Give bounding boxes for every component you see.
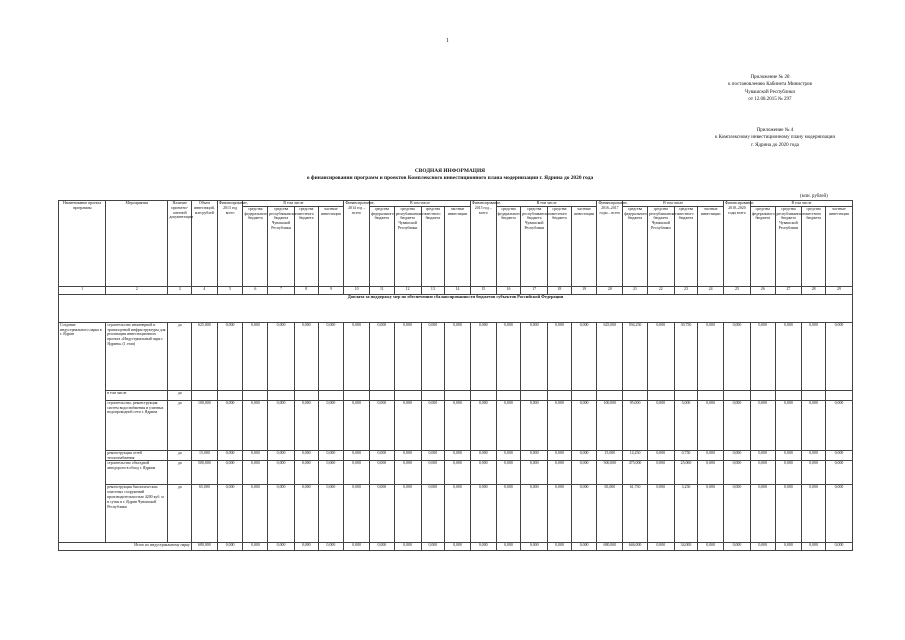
value-cell: 0,000 <box>802 322 826 390</box>
column-number: 9 <box>318 286 344 294</box>
value-cell: 0,000 <box>825 450 852 461</box>
value-cell <box>750 390 775 400</box>
value-cell: 0,000 <box>775 461 802 485</box>
header-sub-fed: средства федерального бюджета <box>243 206 268 286</box>
column-number: 3 <box>168 286 192 294</box>
value-cell: 0,000 <box>647 485 674 543</box>
value-cell: 0,000 <box>243 461 268 485</box>
total-value-cell: 0,000 <box>370 543 395 551</box>
value-cell <box>825 390 852 400</box>
total-value-cell: 0,000 <box>294 543 318 551</box>
value-cell <box>243 390 268 400</box>
activity-cell: реконструкция сетей теплоснабжения <box>106 450 168 461</box>
value-cell: 0,000 <box>445 450 471 461</box>
value-cell: 0,000 <box>268 461 295 485</box>
appendix-line: от 12.08.2015 № 297 <box>748 97 792 103</box>
value-cell: 0,000 <box>318 450 344 461</box>
column-number: 18 <box>548 286 572 294</box>
value-cell <box>647 390 674 400</box>
table-row <box>59 400 853 450</box>
column-number: 11 <box>370 286 395 294</box>
appendix-line: г. Ядрина до 2020 года <box>751 142 799 148</box>
header-sub-fed: средства федерального бюджета <box>496 206 521 286</box>
value-cell: 0,000 <box>521 450 548 461</box>
header-2013-total: Финансирование, 2013 год всего <box>217 201 243 287</box>
value-cell: 0,000 <box>775 450 802 461</box>
value-cell: 0,000 <box>647 400 674 450</box>
value-cell: 0,000 <box>548 400 572 450</box>
appendix-note-1 <box>690 74 850 104</box>
total-value-cell: 0,000 <box>775 543 802 551</box>
value-cell: 0,000 <box>421 400 445 450</box>
total-value-cell: 0,000 <box>825 543 852 551</box>
value-cell: 0,000 <box>344 461 370 485</box>
total-value-cell: 0,000 <box>445 543 471 551</box>
value-cell: 0,000 <box>724 400 751 450</box>
value-cell: 0,000 <box>750 450 775 461</box>
value-cell: 0,000 <box>394 450 421 461</box>
column-number: 27 <box>775 286 802 294</box>
value-cell: 0,000 <box>698 461 724 485</box>
appendix-line: к Комплексному инвестиционному плану модернизации <box>714 135 836 141</box>
header-2015-incl: В том числе <box>496 201 597 207</box>
value-cell <box>674 390 698 400</box>
value-cell <box>548 390 572 400</box>
header-sub-rep: средства республиканского бюджета Чувашской Республики <box>647 206 674 286</box>
value-cell: 0,000 <box>802 450 826 461</box>
value-cell: 0,000 <box>548 461 572 485</box>
total-value-cell: 0,000 <box>698 543 724 551</box>
header-documentation: Наличие проектно-сметной документации <box>168 201 192 287</box>
value-cell <box>597 390 623 400</box>
total-value-cell: 0,000 <box>571 543 597 551</box>
header-sub-loc: средства местного бюджета <box>294 206 318 286</box>
value-cell: 0,000 <box>217 400 243 450</box>
value-cell: 0,000 <box>470 450 496 461</box>
column-number: 16 <box>496 286 521 294</box>
column-number: 20 <box>597 286 623 294</box>
table-row <box>59 322 853 390</box>
page-number: 1 <box>446 38 449 44</box>
value-cell: 0,750 <box>674 450 698 461</box>
value-cell: 0,000 <box>268 322 295 390</box>
value-cell <box>623 390 648 400</box>
column-number: 28 <box>802 286 826 294</box>
total-value-cell: 34,000 <box>674 543 698 551</box>
value-cell: 625,000 <box>597 322 623 390</box>
column-number: 15 <box>470 286 496 294</box>
total-value-cell: 0,000 <box>421 543 445 551</box>
value-cell: 0,000 <box>521 322 548 390</box>
appendix-line: Приложение № 4 <box>756 128 794 133</box>
value-cell: 0,000 <box>698 485 724 543</box>
value-cell <box>698 390 724 400</box>
value-cell: 0,000 <box>470 461 496 485</box>
total-value-cell: 0,000 <box>344 543 370 551</box>
header-2014-incl: В том числе <box>370 201 471 207</box>
value-cell: 15,000 <box>597 450 623 461</box>
table-row <box>59 450 853 461</box>
header-sub-priv: частные инвестиции <box>318 206 344 286</box>
document-title <box>200 168 700 182</box>
value-cell: 0,000 <box>548 322 572 390</box>
value-cell: 0,000 <box>243 400 268 450</box>
total-value-cell: 0,000 <box>750 543 775 551</box>
value-cell: 0,000 <box>750 485 775 543</box>
value-cell: 500,000 <box>192 461 218 485</box>
total-value-cell: 0,000 <box>521 543 548 551</box>
header-sub-loc: средства местного бюджета <box>548 206 572 286</box>
value-cell: 0,000 <box>496 461 521 485</box>
column-number: 2 <box>106 286 168 294</box>
value-cell: 475,000 <box>623 461 648 485</box>
value-cell: 0,000 <box>421 450 445 461</box>
value-cell: 65,000 <box>597 485 623 543</box>
value-cell <box>775 390 802 400</box>
value-cell: 0,000 <box>294 322 318 390</box>
header-sub-rep: средства республиканского бюджета Чувашской Республики <box>394 206 421 286</box>
value-cell: 0,000 <box>243 450 268 461</box>
value-cell: 0,000 <box>521 461 548 485</box>
value-cell: 0,000 <box>698 322 724 390</box>
value-cell: 0,000 <box>750 322 775 390</box>
total-value-cell: 0,000 <box>724 543 751 551</box>
column-number: 26 <box>750 286 775 294</box>
column-number: 21 <box>623 286 648 294</box>
total-value-cell: 680,000 <box>597 543 623 551</box>
value-cell: 0,000 <box>698 400 724 450</box>
value-cell <box>421 390 445 400</box>
value-cell: 0,000 <box>217 322 243 390</box>
value-cell: 0,000 <box>750 400 775 450</box>
total-value-cell: 646,000 <box>623 543 648 551</box>
value-cell: 5,000 <box>674 400 698 450</box>
value-cell: 0,000 <box>521 485 548 543</box>
column-number: 6 <box>243 286 268 294</box>
column-number: 17 <box>521 286 548 294</box>
column-number: 12 <box>394 286 421 294</box>
header-sub-priv: частные инвестиции <box>445 206 471 286</box>
value-cell: 0,000 <box>548 450 572 461</box>
header-sub-fed: средства федерального бюджета <box>623 206 648 286</box>
value-cell <box>318 390 344 400</box>
column-number: 10 <box>344 286 370 294</box>
total-value-cell: 0,000 <box>802 543 826 551</box>
value-cell <box>192 390 218 400</box>
value-cell: 0,000 <box>294 485 318 543</box>
value-cell: 0,000 <box>571 400 597 450</box>
header-sub-rep: средства республиканского бюджета Чувашской Республики <box>268 206 295 286</box>
total-value-cell: 0,000 <box>470 543 496 551</box>
value-cell: 0,000 <box>571 322 597 390</box>
appendix-line: к постановлению Кабинета Министров <box>728 82 812 88</box>
value-cell <box>344 390 370 400</box>
table-row <box>59 485 853 543</box>
header-2013-incl: В том числе <box>243 201 344 207</box>
value-cell: 0,000 <box>217 485 243 543</box>
header-sub-fed: средства федерального бюджета <box>750 206 775 286</box>
value-cell: 0,000 <box>775 400 802 450</box>
value-cell: 0,000 <box>318 461 344 485</box>
value-cell: 0,000 <box>344 322 370 390</box>
activity-cell: строительство, реконструкция систем водоснабжения и уличных водопроводной сети г. Ядрина <box>106 400 168 450</box>
value-cell: 0,000 <box>344 450 370 461</box>
value-cell: 0,000 <box>724 461 751 485</box>
documentation-cell: да <box>168 400 192 450</box>
table-row <box>59 390 853 400</box>
appendix-note-2 <box>700 127 850 149</box>
value-cell: 0,000 <box>825 322 852 390</box>
appendix-line: Приложение № 28 <box>750 75 790 80</box>
column-number: 25 <box>724 286 751 294</box>
value-cell <box>802 390 826 400</box>
value-cell: 61,750 <box>623 485 648 543</box>
total-value-cell: 0,000 <box>548 543 572 551</box>
value-cell: 0,000 <box>647 461 674 485</box>
total-label: Итого по индустриальному парку <box>59 543 192 551</box>
value-cell: 0,000 <box>294 400 318 450</box>
value-cell <box>294 390 318 400</box>
column-number: 19 <box>571 286 597 294</box>
column-number: 8 <box>294 286 318 294</box>
column-number: 4 <box>192 286 218 294</box>
column-number: 23 <box>674 286 698 294</box>
total-value-cell: 0,000 <box>394 543 421 551</box>
value-cell: 0,000 <box>268 400 295 450</box>
value-cell: 0,000 <box>243 485 268 543</box>
value-cell: 0,000 <box>394 322 421 390</box>
value-cell: 0,000 <box>802 461 826 485</box>
value-cell: 100,000 <box>192 400 218 450</box>
value-cell: 594,250 <box>623 322 648 390</box>
units-label: (млн. рублей) <box>800 194 828 199</box>
value-cell: 0,000 <box>421 322 445 390</box>
header-sub-priv: частные инвестиции <box>825 206 852 286</box>
activity-cell: строительство объездной автодороги в обход г. Ядрина <box>106 461 168 485</box>
value-cell <box>217 390 243 400</box>
column-number: 5 <box>217 286 243 294</box>
value-cell: 0,000 <box>496 400 521 450</box>
value-cell: 100,000 <box>597 400 623 450</box>
value-cell: 0,000 <box>370 450 395 461</box>
header-sub-priv: частные инвестиции <box>571 206 597 286</box>
value-cell: 0,000 <box>318 400 344 450</box>
header-sub-loc: средства местного бюджета <box>802 206 826 286</box>
value-cell: 0,000 <box>370 485 395 543</box>
value-cell: 0,000 <box>294 461 318 485</box>
value-cell: 0,000 <box>496 485 521 543</box>
header-2014-total: Финансирование, 2014 год – всего <box>344 201 370 287</box>
total-value-cell: 680,000 <box>192 543 218 551</box>
value-cell: 0,000 <box>496 450 521 461</box>
value-cell: 0,000 <box>470 322 496 390</box>
total-value-cell: 0,000 <box>268 543 295 551</box>
column-number: 22 <box>647 286 674 294</box>
total-value-cell: 0,000 <box>243 543 268 551</box>
header-sub-priv: частные инвестиции <box>698 206 724 286</box>
value-cell <box>571 390 597 400</box>
header-project-name: Наименование проекта программы <box>59 201 106 287</box>
value-cell: 0,000 <box>470 400 496 450</box>
value-cell: 0,000 <box>217 461 243 485</box>
value-cell: 0,000 <box>775 322 802 390</box>
value-cell <box>470 390 496 400</box>
header-sub-rep: средства республиканского бюджета Чувашской Республики <box>521 206 548 286</box>
documentation-cell: да <box>168 322 192 390</box>
column-number: 24 <box>698 286 724 294</box>
value-cell: 0,000 <box>724 485 751 543</box>
value-cell: 0,000 <box>370 400 395 450</box>
header-investment-volume: Объем инвестиций, млн рублей <box>192 201 218 287</box>
column-number: 7 <box>268 286 295 294</box>
value-cell <box>445 390 471 400</box>
value-cell: 0,000 <box>521 400 548 450</box>
value-cell: 0,000 <box>318 322 344 390</box>
total-row <box>59 543 853 551</box>
value-cell: 0,000 <box>421 461 445 485</box>
value-cell: 30,750 <box>674 322 698 390</box>
value-cell: 0,000 <box>724 322 751 390</box>
value-cell: 0,000 <box>445 485 471 543</box>
documentation-cell: да <box>168 390 192 400</box>
value-cell <box>268 390 295 400</box>
activity-cell: в том числе <box>106 390 168 400</box>
value-cell: 625,000 <box>192 322 218 390</box>
header-sub-loc: средства местного бюджета <box>421 206 445 286</box>
value-cell: 65,000 <box>192 485 218 543</box>
value-cell: 0,000 <box>825 461 852 485</box>
value-cell: 0,000 <box>344 485 370 543</box>
column-number: 14 <box>445 286 471 294</box>
header-2016-2017-total: Финансирование, 2016–2017 годы – всего <box>597 201 623 287</box>
value-cell: 0,000 <box>268 485 295 543</box>
value-cell: 0,000 <box>647 450 674 461</box>
value-cell: 0,000 <box>571 450 597 461</box>
table-row <box>59 461 853 485</box>
value-cell: 0,000 <box>802 485 826 543</box>
value-cell: 0,000 <box>394 400 421 450</box>
header-2018-2020-incl: В том числе <box>750 201 852 207</box>
value-cell: 0,000 <box>750 461 775 485</box>
value-cell: 0,000 <box>548 485 572 543</box>
value-cell: 0,000 <box>825 400 852 450</box>
value-cell: 0,000 <box>571 461 597 485</box>
value-cell: 0,000 <box>445 400 471 450</box>
value-cell: 500,000 <box>597 461 623 485</box>
total-value-cell: 0,000 <box>217 543 243 551</box>
value-cell: 0,000 <box>445 461 471 485</box>
documentation-cell: да <box>168 461 192 485</box>
value-cell <box>521 390 548 400</box>
title-line-2: о финансировании программ и проектов Комплексного инвестиционного плана модернизации г. Ядрина до 2020 года <box>306 175 594 181</box>
section-row <box>59 294 853 322</box>
documentation-cell: да <box>168 450 192 461</box>
header-sub-rep: средства республиканского бюджета Чувашской Республики <box>775 206 802 286</box>
header-2018-2020-total: Финансирование, 2018–2020 годы всего <box>724 201 751 287</box>
title-line-1: СВОДНАЯ ИНФОРМАЦИЯ <box>414 168 486 174</box>
value-cell <box>496 390 521 400</box>
value-cell: 0,000 <box>394 461 421 485</box>
value-cell: 0,000 <box>370 322 395 390</box>
value-cell: 0,000 <box>775 485 802 543</box>
header-activities: Мероприятия <box>106 201 168 287</box>
value-cell: 0,000 <box>421 485 445 543</box>
value-cell: 0,000 <box>445 322 471 390</box>
value-cell <box>370 390 395 400</box>
value-cell: 3,250 <box>674 485 698 543</box>
value-cell: 95,000 <box>623 400 648 450</box>
column-number: 29 <box>825 286 852 294</box>
value-cell: 15,000 <box>192 450 218 461</box>
header-2016-2017-incl: В том числе <box>623 201 724 207</box>
appendix-line: Чувашской Республики <box>744 89 796 95</box>
value-cell <box>724 390 751 400</box>
total-value-cell: 0,000 <box>318 543 344 551</box>
value-cell: 0,000 <box>724 450 751 461</box>
total-value-cell: 0,000 <box>647 543 674 551</box>
header-sub-loc: средства местного бюджета <box>674 206 698 286</box>
value-cell: 14,250 <box>623 450 648 461</box>
project-name-cell: Создание индустриального парка в г. Ядрин <box>59 322 106 543</box>
value-cell: 0,000 <box>825 485 852 543</box>
value-cell: 0,000 <box>318 485 344 543</box>
value-cell: 0,000 <box>647 322 674 390</box>
documentation-cell: да <box>168 485 192 543</box>
total-value-cell: 0,000 <box>496 543 521 551</box>
header-sub-fed: средства федерального бюджета <box>370 206 395 286</box>
header-2015-total: Финансирование, 2015 год – всего <box>470 201 496 287</box>
value-cell: 0,000 <box>394 485 421 543</box>
activity-cell: реконструкция биологических очистных сооружений производительностью 4200 куб. м в сутки в г. Ядрин Чувашской Республики <box>106 485 168 543</box>
value-cell: 0,000 <box>802 400 826 450</box>
value-cell: 0,000 <box>344 400 370 450</box>
value-cell: 0,000 <box>496 322 521 390</box>
value-cell: 0,000 <box>294 450 318 461</box>
value-cell: 0,000 <box>243 322 268 390</box>
section-title: Доплата за поддержку мер по обеспечению сбалансированности бюджетов субъектов Российской Федерации <box>59 294 853 322</box>
value-cell: 0,000 <box>470 485 496 543</box>
column-number: 1 <box>59 286 106 294</box>
activity-cell: строительство инженерной и транспортной инфраструктуры для реализации инвестиционного проекта «Индустриальный парк г. Ядрина» (1 этап) <box>106 322 168 390</box>
value-cell: 0,000 <box>217 450 243 461</box>
value-cell <box>394 390 421 400</box>
value-cell: 0,000 <box>698 450 724 461</box>
column-number: 13 <box>421 286 445 294</box>
value-cell: 0,000 <box>571 485 597 543</box>
value-cell: 0,000 <box>370 461 395 485</box>
value-cell: 0,000 <box>268 450 295 461</box>
value-cell: 25,000 <box>674 461 698 485</box>
financing-table <box>58 200 853 551</box>
